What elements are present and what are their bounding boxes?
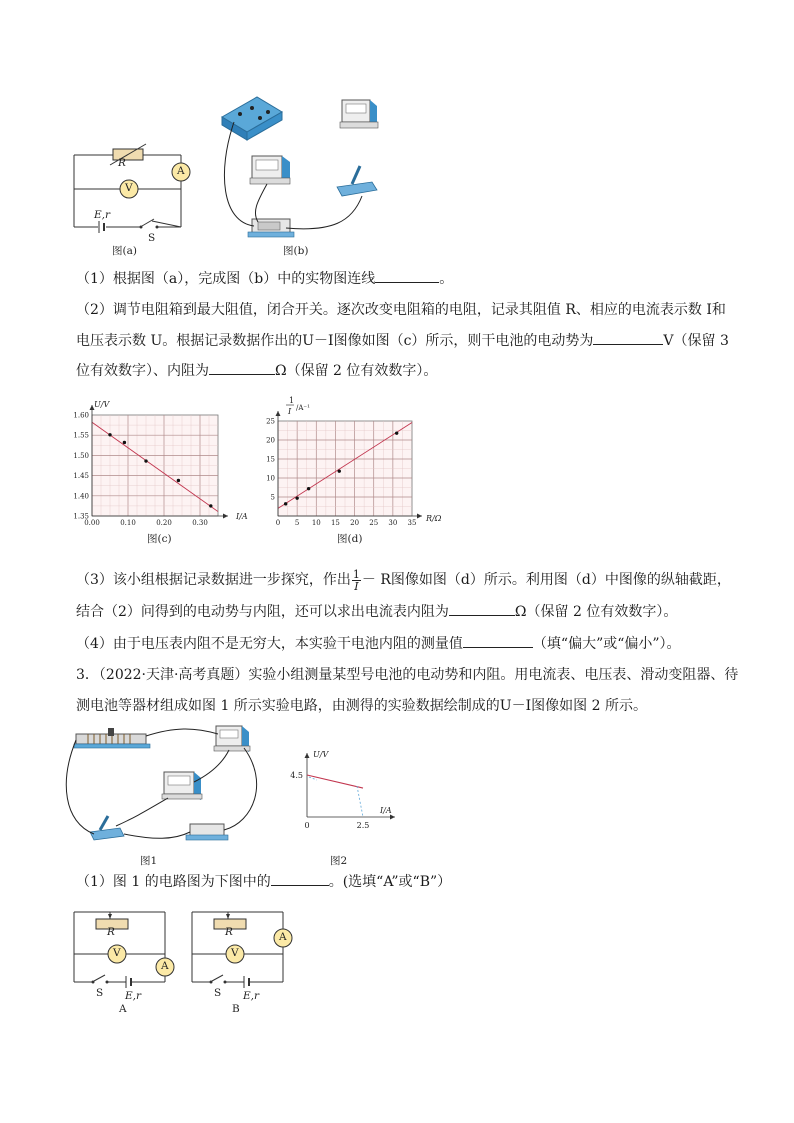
y-tick-label: 1.40	[73, 492, 89, 501]
q1-text: （1）根据图（a），完成图（b）中的实物图连线	[76, 271, 376, 287]
y-axis-label: U/V	[94, 400, 110, 409]
x-tick-label: 10	[311, 519, 321, 527]
y-axis-label-denominator: I	[288, 407, 292, 416]
fraction-numerator: 1	[352, 567, 360, 581]
circuit-diagram-option-b	[186, 902, 306, 1002]
y-mark-label: 4.5	[290, 771, 303, 780]
x-tick-label: 0.00	[84, 519, 100, 527]
fig-a-R-label: R	[118, 157, 126, 169]
apparatus-diagram-1	[64, 722, 264, 847]
y-tick-label: 5	[270, 493, 275, 502]
circuit-b-label: B	[232, 1003, 240, 1015]
data-point	[307, 487, 310, 490]
q2-line3-text: 位有效数字）、内阻为	[76, 363, 209, 379]
q2-line2-text: 电压表示数 U。根据记录数据作出的U－I图像如图（c）所示，则干电池的电动势为	[76, 333, 594, 349]
data-point	[395, 431, 398, 434]
data-point	[284, 502, 287, 505]
circuit-diagram-a	[68, 135, 198, 260]
x-tick-label: 0.30	[192, 519, 208, 527]
question-2-line-2	[76, 330, 729, 351]
q4-text: （4）由于电压表内阻不是无穷大，本实验干电池内阻的测量值	[76, 636, 463, 652]
y-axis-label-unit: /A⁻¹	[296, 404, 310, 412]
x-tick-label: 0.10	[120, 519, 136, 527]
y-tick-label: 1.45	[73, 472, 89, 481]
x-axis-arrow	[390, 815, 395, 820]
circuit-b-A: A	[279, 931, 287, 943]
y-tick-label: 20	[266, 436, 275, 445]
origin-label: 0	[304, 821, 310, 830]
problem-3-line-1: 3．（2022·天津·高考真题）实验小组测量某型号电池的电动势和内阻。用电流表、电压表、滑动变阻器、待	[76, 667, 739, 683]
data-point	[144, 459, 147, 462]
q2-line2-tail: V（保留 3	[663, 333, 729, 349]
q3-line1-text: （3）该小组根据记录数据进一步探究，作出	[76, 572, 351, 588]
data-line	[307, 775, 363, 788]
fig-a-A-label: A	[177, 165, 185, 177]
x-tick-label: 0	[275, 519, 281, 527]
fraction-one-over-i	[352, 569, 361, 592]
circuit-a-V: V	[113, 947, 121, 959]
circuit-a-label: A	[119, 1003, 127, 1015]
question-2-line-1: （2）调节电阻箱到最大阻值，闭合开关。逐次改变电阻箱的电阻，记录其阻值 R、相应的电流表示数 I和	[76, 302, 726, 318]
question-3-line-2	[76, 601, 677, 622]
fig-a-caption: 图(a)	[112, 245, 137, 257]
fig-c-caption: 图(c)	[147, 533, 172, 545]
data-point	[177, 479, 180, 482]
x-tick-label: 5	[294, 519, 300, 527]
y-tick-label: 1.50	[73, 451, 89, 460]
x-axis-arrow	[223, 514, 228, 519]
question-3-1	[76, 871, 451, 892]
circuit-a-Er: E,r	[125, 990, 142, 1002]
q4-tail: （填“偏大”或“偏小”）。	[532, 636, 681, 652]
question-2-line-3	[76, 360, 437, 381]
chart-d-inverse-i-r-graph	[256, 395, 456, 530]
y-tick-label: 1.55	[73, 431, 89, 440]
question-1	[76, 268, 453, 289]
circuit-diagram-option-a	[68, 902, 188, 1002]
circuit-b-R: R	[225, 926, 233, 938]
y-tick-label: 10	[266, 474, 275, 483]
chart-c-u-i-graph	[68, 395, 268, 530]
q3-line2-tail: Ω（保留 2 位有效数字）。	[514, 604, 678, 620]
data-point	[123, 441, 126, 444]
circuit-b-Er: E,r	[243, 990, 260, 1002]
circuit-choice-blank[interactable]	[271, 871, 329, 886]
question-4	[76, 633, 681, 654]
data-point	[108, 433, 111, 436]
extrapolation-dash-bottom	[357, 786, 363, 817]
q2-line3-tail: Ω（保留 2 位有效数字）。	[275, 363, 438, 379]
x-tick-label: 25	[369, 519, 379, 527]
y-tick-label: 1.35	[73, 512, 89, 521]
x-axis-label: R/Ω	[426, 514, 442, 523]
x-axis-label: I/A	[236, 512, 248, 521]
fig1-caption: 图1	[140, 855, 158, 867]
data-point	[209, 504, 212, 507]
ammeter-resistance-blank[interactable]	[449, 601, 515, 616]
chart-2-u-i-graph	[283, 745, 413, 835]
circuit-a-R: R	[107, 926, 115, 938]
circuit-a-S: S	[96, 987, 104, 999]
x-tick-label: 0.20	[156, 519, 172, 527]
x-tick-label: 35	[407, 519, 417, 527]
problem-3-line-2: 测电池等器材组成如图 1 所示实验电路，由测得的实验数据绘制成的U－I图像如图 2 所示。	[76, 698, 647, 714]
question-3-line-1	[76, 567, 731, 593]
q1-end: 。	[439, 271, 454, 287]
q4-answer-blank[interactable]	[463, 633, 533, 648]
y-axis-arrow	[305, 753, 310, 758]
y-axis-label: U/V	[313, 750, 329, 759]
fig-a-V-label: V	[125, 182, 133, 194]
circuit-b-V: V	[231, 947, 239, 959]
y-axis-label-numerator: 1	[289, 396, 295, 405]
x-mark-label: 2.5	[356, 821, 370, 830]
emf-answer-blank[interactable]	[593, 330, 663, 345]
fraction-denominator: I	[354, 579, 359, 593]
y-tick-label: 25	[266, 417, 275, 426]
data-point	[295, 496, 298, 499]
fig2-caption: 图2	[330, 855, 348, 867]
y-axis-arrow	[276, 411, 281, 416]
q3-line2-text: 结合（2）问得到的电动势与内阻，还可以求出电流表内阻为	[76, 604, 449, 620]
x-tick-label: 20	[350, 519, 360, 527]
y-tick-label: 1.60	[73, 411, 89, 420]
x-tick-label: 15	[330, 519, 340, 527]
fig-b-caption: 图(b)	[283, 245, 309, 257]
q3-1-text: （1）图 1 的电路图为下图中的	[76, 874, 271, 890]
fig-a-Er-label: E,r	[94, 209, 111, 221]
q3-line1-tail: － R图像如图（d）所示。利用图（d）中图像的纵轴截距，	[361, 572, 731, 588]
data-point	[338, 469, 341, 472]
q1-answer-blank[interactable]	[375, 268, 439, 283]
fig-d-caption: 图(d)	[337, 533, 363, 545]
x-axis-arrow	[417, 514, 422, 519]
x-tick-label: 30	[388, 519, 398, 527]
internal-resistance-blank[interactable]	[209, 360, 275, 375]
circuit-a-A: A	[161, 960, 169, 972]
q3-1-tail: 。(选填“A”或“B”）	[328, 874, 452, 890]
circuit-b-S: S	[214, 987, 222, 999]
y-tick-label: 15	[266, 455, 275, 464]
fig-a-S-label: S	[148, 232, 156, 244]
x-axis-label: I/A	[380, 806, 392, 815]
apparatus-diagram-b	[212, 92, 412, 252]
